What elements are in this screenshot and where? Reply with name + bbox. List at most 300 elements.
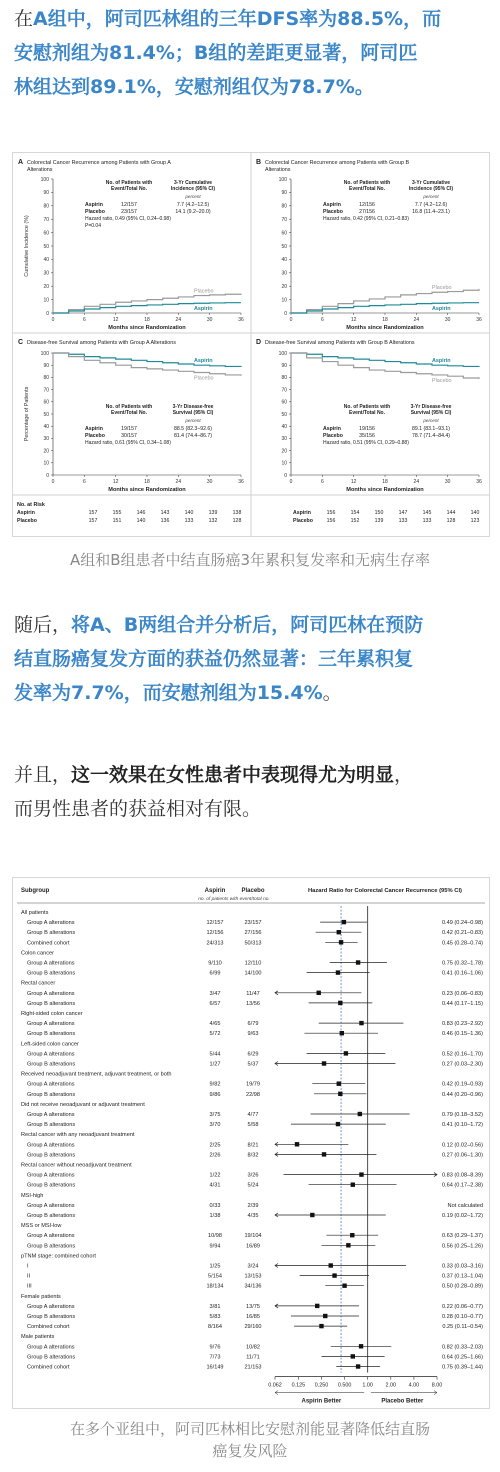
- table-head-3: 3-Yr Disease-free: [172, 404, 214, 410]
- p2-end: 。: [322, 682, 342, 704]
- at-risk-cell-b: 144: [446, 510, 456, 516]
- y-tick-label: 70: [281, 217, 287, 223]
- hr-text: 0.46 (0.15–1.36): [441, 1031, 483, 1038]
- hazard-ratio: Hazard ratio, 0.49 (95% CI, 0.24–0.98): [85, 216, 171, 222]
- at-risk-cell-a: 138: [232, 510, 242, 516]
- x-tick-label: 6: [320, 317, 324, 323]
- p3-line-1: [14, 758, 486, 792]
- table-row: [27, 1243, 483, 1249]
- y-tick-label: 60: [281, 399, 287, 406]
- at-risk-cell-b: 147: [398, 510, 408, 516]
- table-unit: percent: [423, 418, 439, 423]
- table-row: [21, 1041, 79, 1047]
- placebo-count: 2/39: [247, 1202, 259, 1209]
- aspirin-count: 8/164: [208, 1324, 222, 1331]
- x-axis-label: Months since Randomization: [108, 487, 186, 493]
- aspirin-count: 18/134: [206, 1283, 224, 1290]
- at-risk-cell-a: 146: [136, 510, 146, 516]
- table-row: [21, 1334, 54, 1340]
- curve-aspirin: [53, 353, 241, 367]
- placebo-count: 14/100: [244, 970, 262, 977]
- y-tick-label: 80: [43, 375, 49, 382]
- aspirin-count: 6/99: [209, 970, 221, 977]
- at-risk-cell-a: 143: [160, 510, 170, 516]
- x-tick-label: 6: [82, 317, 86, 323]
- y-tick-label: 10: [43, 460, 49, 467]
- hr-text: 0.19 (0.02–1.72): [441, 1213, 483, 1219]
- subgroup-label: Group B alterations: [27, 1061, 76, 1068]
- table-row: [21, 1253, 96, 1259]
- hr-point: [340, 1031, 344, 1035]
- y-tick-label: 60: [43, 399, 49, 406]
- table-row: [27, 1304, 483, 1310]
- table-row-v: 16.8 (11.4–23.1): [412, 209, 450, 215]
- x-tick-label: 6: [82, 479, 86, 485]
- panel-title: Colorectal Cancer Recurrence among Patients with Group A: [27, 160, 171, 166]
- y-tick-label: 20: [281, 448, 287, 455]
- subgroup-label: Group B alterations: [27, 1354, 76, 1361]
- aspirin-count: 2/25: [209, 1142, 221, 1149]
- hr-text: 0.12 (0.02–0.56): [441, 1142, 483, 1149]
- at-risk-cell-b: 152: [350, 518, 360, 524]
- table-row: [27, 1314, 483, 1320]
- at-risk-title: No. at Risk: [17, 502, 45, 508]
- p3-comma: ，: [394, 764, 414, 786]
- table-row: [27, 1284, 483, 1290]
- x-tick-label: 0: [289, 317, 293, 323]
- y-tick-label: 40: [43, 424, 49, 430]
- at-risk-cell-b: 156: [326, 518, 336, 524]
- placebo-count: 11/71: [246, 1354, 260, 1361]
- table-row: [27, 1061, 483, 1067]
- at-risk-cell-b: 156: [326, 510, 336, 516]
- y-tick-label: 0: [46, 310, 49, 317]
- at-risk-cell-b: 133: [398, 518, 408, 524]
- at-risk-cell-a: 151: [112, 518, 122, 524]
- km-figure: [12, 152, 490, 537]
- hazard-ratio: Hazard ratio, 0.61 (95% CI, 0.34–1.08): [85, 440, 171, 446]
- y-tick-label: 100: [278, 350, 287, 357]
- hr-point: [359, 1344, 363, 1348]
- subgroup-header: Rectal cancer without neoadjuvant treatment: [21, 1162, 132, 1169]
- subgroup-label: Group A alterations: [27, 1081, 75, 1088]
- hr-point: [338, 1001, 342, 1005]
- paragraph-3: [14, 758, 486, 826]
- placebo-count: 34/136: [244, 1283, 262, 1290]
- subgroup-label: Group A alterations: [27, 920, 75, 927]
- left-label: Aspirin Better: [301, 1398, 342, 1405]
- caption-2-line-1: 在多个亚组中，阿司匹林相比安慰剂能显著降低结直肠: [69, 1420, 430, 1438]
- p2-line-3: [14, 676, 486, 710]
- placebo-count: 27/156: [244, 930, 262, 937]
- x-tick-label: 0: [51, 479, 55, 485]
- hr-text: 0.83 (0.08–8.39): [441, 1172, 483, 1179]
- x-axis-label: Months since Randomization: [346, 325, 424, 331]
- at-risk-table: [17, 502, 479, 524]
- hr-point: [315, 1304, 319, 1308]
- y-tick-label: 40: [281, 257, 287, 264]
- aspirin-count: 24/313: [206, 940, 224, 947]
- y-tick-label: 50: [281, 243, 287, 250]
- at-risk-cell-a: 157: [88, 518, 98, 524]
- km-chart-svg: [13, 153, 489, 536]
- subgroup-header: pTNM stage: combined cohort: [21, 1253, 96, 1260]
- subgroup-label: Group B alterations: [27, 1243, 76, 1250]
- table-unit: percent: [185, 194, 201, 199]
- table-head-2: Event/Total No.: [348, 186, 386, 192]
- y-tick-label: 30: [281, 436, 287, 443]
- curve-label-lower: Aspirin: [194, 306, 213, 313]
- y-tick-label: 100: [278, 176, 287, 183]
- subgroup-header: MSS or MSI-low: [21, 1223, 62, 1230]
- intro-line-1: [14, 2, 486, 36]
- aspirin-count: 3/81: [209, 1303, 221, 1310]
- aspirin-count: 3/75: [209, 1112, 221, 1118]
- hr-point: [323, 1314, 327, 1318]
- subgroup-header: Received neoadjuvant treatment, adjuvant treatment, or both: [21, 1071, 172, 1078]
- hr-text: 0.52 (0.16–1.70): [441, 1051, 483, 1058]
- hr-point: [342, 1284, 346, 1288]
- hr-text: 0.25 (0.11–0.54): [442, 1324, 483, 1331]
- panel-letter: D: [256, 339, 262, 346]
- table-row-name: Aspirin: [85, 202, 103, 208]
- subgroup-header: Left-sided colon cancer: [21, 1041, 79, 1048]
- subgroup-header: MSI-high: [21, 1192, 44, 1199]
- forest-plot-svg: [13, 878, 489, 1408]
- hr-text: 0.41 (0.16–1.06): [441, 970, 483, 977]
- placebo-count: 13/153: [244, 1273, 262, 1280]
- table-row: [27, 991, 483, 997]
- table-head-2: Event/Total No.: [110, 410, 148, 416]
- table-row: [27, 1092, 483, 1098]
- km-panel-c: [18, 339, 244, 493]
- table-row-v: 7.7 (4.2–12.6): [414, 202, 448, 208]
- x-tick-label: 2.00: [385, 1382, 397, 1389]
- y-tick-label: 80: [281, 375, 287, 382]
- subgroup-label: Combined cohort: [27, 1324, 70, 1331]
- table-row: [27, 1001, 483, 1007]
- subgroup-header: Rectal cancer: [21, 980, 56, 987]
- aspirin-count: 12/157: [206, 920, 224, 927]
- aspirin-count: 9/76: [209, 1344, 221, 1351]
- km-panel-d: [256, 339, 482, 493]
- panel-title: Disease-free Survival among Patients with Group B Alterations: [265, 340, 415, 346]
- table-row: [27, 1122, 483, 1128]
- head-placebo: Placebo: [241, 888, 265, 894]
- table-head-3: 3-Yr Cumulative: [173, 180, 213, 186]
- y-tick-label: 90: [43, 190, 49, 197]
- hr-point: [351, 1183, 355, 1187]
- table-row-n: 27/156: [359, 209, 375, 215]
- curve-aspirin: [291, 353, 479, 367]
- hr-point: [337, 1082, 341, 1086]
- y-tick-label: 90: [43, 363, 49, 369]
- table-head-4: Survival (95% CI): [172, 410, 214, 416]
- y-tick-label: 50: [43, 411, 49, 418]
- hr-text: 0.44 (0.20–0.96): [441, 1091, 483, 1098]
- intro-line-2: 安慰剂组为81.4%；B组的差距更显著，阿司匹: [14, 42, 418, 64]
- subgroup-label: Group B alterations: [27, 930, 76, 937]
- hr-point: [329, 1263, 333, 1267]
- y-tick-label: 50: [281, 411, 287, 418]
- table-row: [21, 1132, 135, 1138]
- at-risk-cell-b: 139: [374, 518, 384, 524]
- hr-text: 0.56 (0.25–1.26): [441, 1243, 483, 1250]
- subgroup-label: Group A alterations: [27, 960, 75, 967]
- hr-text: 0.49 (0.24–0.98): [441, 920, 483, 927]
- y-tick-label: 20: [43, 448, 49, 455]
- hr-point: [350, 1233, 354, 1237]
- panel-letter: B: [256, 159, 262, 166]
- hr-text: 0.75 (0.39–1.44): [441, 1364, 483, 1371]
- aspirin-count: 3/47: [209, 990, 221, 997]
- panel-title: Colorectal Cancer Recurrence among Patients with Group B: [265, 160, 410, 166]
- table-head-1: No. of Patients with: [105, 404, 153, 410]
- y-tick-label: 20: [43, 284, 49, 290]
- table-row: [27, 1344, 483, 1350]
- intro-highlight-3: 林组达到89.1%，安慰剂组仅为78.7%。: [14, 76, 374, 98]
- hr-text: 0.63 (0.29–1.37): [441, 1233, 483, 1240]
- at-risk-name: Placebo: [17, 518, 37, 524]
- hr-point: [359, 1172, 363, 1176]
- placebo-count: 4/35: [247, 1213, 259, 1219]
- x-tick-label: 0.062: [268, 1382, 282, 1389]
- hr-text: 0.23 (0.06–0.83): [441, 990, 483, 997]
- placebo-count: 11/47: [246, 990, 260, 997]
- x-tick-label: 18: [382, 317, 388, 323]
- aspirin-count: 7/73: [209, 1354, 221, 1361]
- aspirin-count: 9/82: [209, 1081, 221, 1088]
- x-tick-label: 24: [175, 479, 182, 485]
- hr-text: 0.42 (0.19–0.93): [441, 1081, 483, 1088]
- y-tick-label: 30: [43, 270, 49, 277]
- hr-point: [319, 1324, 323, 1328]
- subgroup-header: Right-sided colon cancer: [21, 1011, 83, 1017]
- at-risk-name-b: Aspirin: [293, 510, 311, 516]
- at-risk-cell-a: 133: [184, 518, 194, 524]
- subgroup-label: Group B alterations: [27, 1000, 76, 1007]
- aspirin-count: 4/31: [209, 1182, 221, 1189]
- table-row: [27, 1183, 483, 1189]
- head-aspirin: Aspirin: [204, 888, 226, 894]
- p2-highlight-3: 发率为7.7%，而安慰剂组为15.4%: [14, 682, 323, 704]
- head-unit: no. of patients with event/total no.: [198, 897, 270, 902]
- placebo-count: 6/79: [247, 1021, 259, 1028]
- hr-text: 0.82 (0.33–2.03): [441, 1344, 483, 1351]
- table-head-4: Survival (95% CI): [410, 410, 452, 416]
- x-tick-label: 24: [413, 479, 420, 485]
- y-tick-label: 80: [43, 203, 49, 210]
- aspirin-count: 9/94: [209, 1243, 221, 1250]
- aspirin-count: 16/149: [206, 1364, 224, 1371]
- hr-text: 0.41 (0.10–1.72): [441, 1122, 483, 1129]
- table-row-name: Placebo: [323, 433, 343, 439]
- table-row-name: Placebo: [85, 433, 105, 439]
- table-row-n: 23/157: [121, 209, 137, 215]
- subgroup-label: Combined cohort: [27, 940, 70, 947]
- curve-aspirin: [53, 303, 241, 313]
- y-tick-label: 90: [281, 363, 287, 369]
- placebo-count: 12/110: [244, 960, 262, 967]
- table-row-name: Placebo: [323, 209, 343, 215]
- hr-point: [359, 1021, 363, 1025]
- table-row: [27, 1051, 483, 1057]
- table-head-4: Incidence (95% CI): [170, 186, 216, 192]
- intro-plain: 在: [14, 8, 34, 30]
- placebo-count: 29/160: [244, 1324, 262, 1331]
- panel-letter: C: [18, 339, 24, 346]
- subgroup-header: All patients: [21, 910, 49, 916]
- hr-point: [356, 960, 360, 964]
- curve-label-upper: Aspirin: [194, 358, 213, 365]
- hr-text: 0.50 (0.28–0.89): [441, 1283, 483, 1290]
- table-row: [21, 1011, 83, 1017]
- placebo-count: 16/85: [246, 1314, 260, 1320]
- table-row-n: 12/156: [359, 202, 375, 208]
- table-row: [27, 1152, 483, 1158]
- x-axis-label: Months since Randomization: [346, 487, 424, 493]
- table-unit: percent: [185, 418, 201, 423]
- x-tick-label: 12: [112, 317, 119, 323]
- table-head-1: No. of Patients with: [343, 180, 391, 186]
- hr-text: 0.42 (0.21–0.83): [441, 930, 483, 937]
- x-tick-label: 0.125: [291, 1382, 306, 1389]
- hr-point: [338, 1092, 342, 1096]
- aspirin-count: 4/65: [209, 1021, 221, 1028]
- table-row-v: 7.7 (4.2–12.5): [176, 202, 210, 208]
- placebo-count: 13/56: [246, 1000, 260, 1007]
- at-risk-cell-b: 128: [446, 518, 456, 524]
- y-tick-label: 80: [281, 203, 287, 210]
- at-risk-cell-a: 139: [208, 510, 218, 516]
- p2-line-1: [14, 608, 486, 642]
- intro-paragraph: [14, 2, 486, 104]
- subgroup-label: Group A alterations: [27, 1344, 75, 1351]
- subgroup-label: Group A alterations: [27, 1303, 75, 1310]
- placebo-count: 21/153: [244, 1364, 262, 1371]
- forest-figure: [12, 877, 490, 1409]
- at-risk-cell-a: 155: [112, 510, 122, 516]
- at-risk-cell-a: 157: [88, 510, 98, 516]
- table-row-n: 35/156: [359, 433, 375, 439]
- aspirin-count: 3/70: [209, 1122, 221, 1129]
- placebo-count: 23/157: [244, 920, 262, 927]
- table-row: [21, 1193, 43, 1199]
- intro-line-3: [14, 70, 486, 104]
- table-head-2: Event/Total No.: [110, 186, 148, 192]
- subgroup-label: I: [27, 1263, 29, 1270]
- hr-text: 0.64 (0.17–2.38): [441, 1182, 483, 1189]
- x-tick-label: 12: [112, 479, 119, 485]
- x-axis-label: Months since Randomization: [108, 325, 186, 331]
- subgroup-header: Female patients: [21, 1293, 61, 1300]
- hr-point: [337, 930, 341, 934]
- table-row-n: 19/157: [121, 426, 137, 432]
- placebo-count: 9/63: [247, 1031, 259, 1038]
- x-tick-label: 0.500: [337, 1382, 352, 1389]
- aspirin-count: 10/98: [208, 1233, 222, 1240]
- x-tick-label: 18: [144, 317, 150, 323]
- table-row-v: 88.5 (82.3–92.6): [173, 426, 213, 432]
- aspirin-count: 5/83: [209, 1314, 221, 1320]
- figure-caption-2: [0, 1418, 500, 1462]
- table-row: [27, 930, 483, 936]
- placebo-count: 19/104: [244, 1233, 262, 1240]
- x-tick-label: 8.00: [431, 1382, 443, 1389]
- table-head-1: No. of Patients with: [105, 180, 153, 186]
- subgroup-label: Group A alterations: [27, 1233, 75, 1240]
- placebo-count: 4/77: [247, 1112, 259, 1118]
- hr-point: [336, 970, 340, 974]
- subgroup-header: Did not receive neoadjuvant or adjuvant treatment: [21, 1101, 145, 1108]
- subgroup-label: Group A alterations: [27, 1172, 75, 1179]
- placebo-count: 3/26: [247, 1172, 259, 1179]
- table-row-n: 12/157: [121, 202, 137, 208]
- at-risk-cell-b: 154: [350, 510, 360, 516]
- intro-highlight-1: A组中，阿司匹林组的三年DFS率为88.5%，而: [33, 8, 442, 30]
- curve-label-lower: Placebo: [194, 375, 214, 382]
- table-row: [27, 1021, 483, 1027]
- p3-bold: 这一效果在女性患者中表现得尤为明显: [71, 764, 395, 786]
- x-tick-label: 30: [444, 317, 451, 323]
- subgroup-header: Rectal cancer with any neoadjuvant treatment: [21, 1132, 135, 1139]
- subgroup-label: Group B alterations: [27, 1152, 76, 1159]
- x-tick-label: 18: [144, 479, 150, 485]
- x-tick-label: 30: [206, 317, 213, 323]
- at-risk-cell-b: 140: [470, 510, 480, 516]
- curve-aspirin: [291, 303, 479, 313]
- at-risk-cell-a: 140: [136, 518, 146, 524]
- hr-text: 0.45 (0.28–0.74): [441, 940, 483, 947]
- table-row-v: 14.1 (9.2–20.0): [175, 209, 211, 215]
- x-tick-label: 0: [51, 317, 55, 323]
- y-tick-label: 60: [43, 230, 49, 237]
- table-row-name: Aspirin: [323, 426, 341, 432]
- table-row: [27, 1031, 483, 1037]
- hr-text: 0.64 (0.25–1.66): [441, 1354, 483, 1361]
- curve-placebo: [53, 353, 241, 376]
- aspirin-count: 5/72: [209, 1031, 221, 1038]
- table-row: [27, 1172, 483, 1178]
- table-row: [27, 1233, 483, 1239]
- subgroup-label: Group B alterations: [27, 970, 76, 977]
- curve-placebo: [291, 289, 479, 313]
- table-row-n: 30/157: [121, 433, 137, 439]
- placebo-count: 19/79: [246, 1081, 260, 1088]
- subgroup-label: Group B alterations: [27, 1122, 76, 1129]
- hr-point: [295, 1142, 299, 1146]
- x-tick-label: 36: [238, 317, 244, 323]
- hr-text: 0.28 (0.10–0.77): [441, 1314, 483, 1320]
- x-tick-label: 4.00: [408, 1382, 420, 1389]
- right-label: Placebo Better: [381, 1398, 424, 1405]
- y-tick-label: 30: [281, 270, 287, 277]
- table-row-name: Placebo: [85, 209, 105, 215]
- subgroup-header: Male patients: [21, 1334, 55, 1341]
- table-row: [27, 1263, 483, 1269]
- x-tick-label: 6: [320, 479, 324, 485]
- at-risk-cell-a: 132: [208, 518, 218, 524]
- aspirin-count: 9/110: [208, 960, 222, 967]
- table-row: [27, 1273, 483, 1279]
- y-tick-label: 40: [281, 424, 287, 430]
- placebo-count: 22/98: [246, 1091, 260, 1098]
- x-tick-label: 0: [289, 479, 293, 485]
- placebo-count: 5/37: [247, 1061, 259, 1068]
- caption-2-line-2: 癌复发风险: [212, 1442, 288, 1460]
- hr-point: [346, 1243, 350, 1247]
- p3-plain: 并且，: [14, 764, 72, 786]
